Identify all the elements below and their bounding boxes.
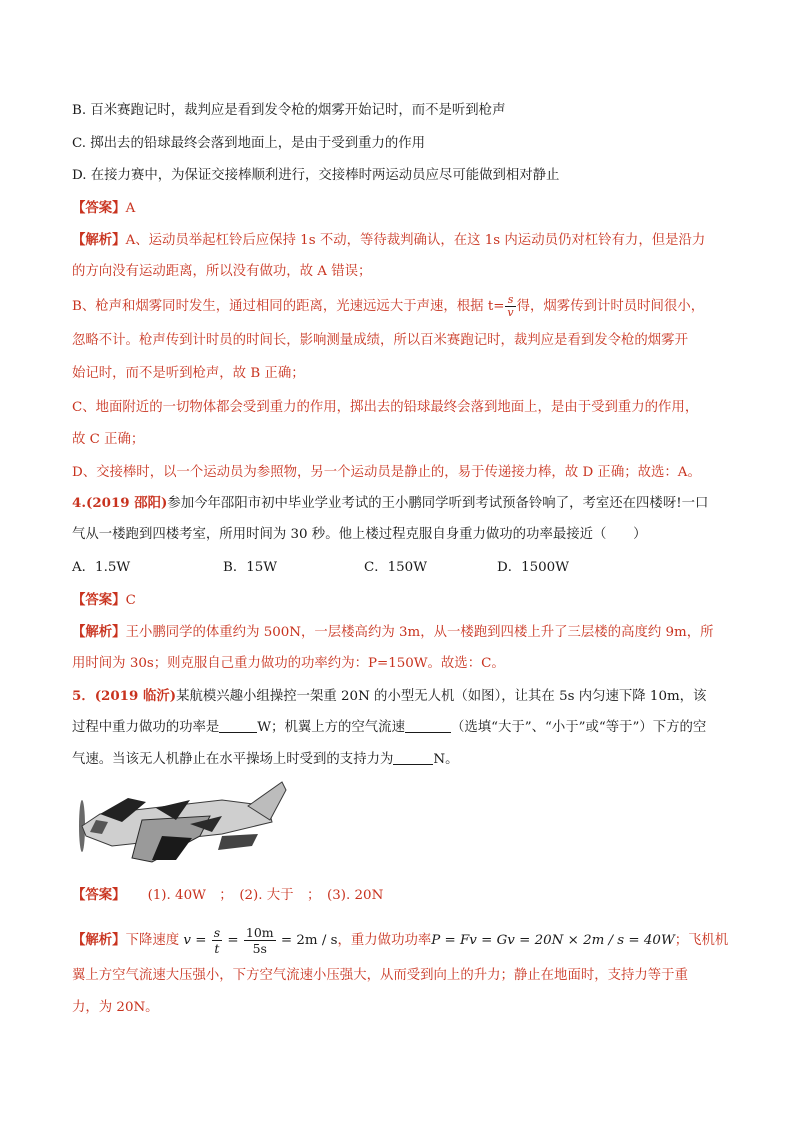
q5-analysis-line-1 (72, 925, 734, 956)
question-text: 参加今年邵阳市初中毕业学业考试的王小鹏同学听到考试预备铃响了，考室还在四楼呀!一口 (167, 496, 709, 511)
analysis-tag: 【解析】 (72, 232, 126, 248)
question-text: （选填“大于”、“小于”或“等于”）下方的空 (450, 720, 707, 735)
q5-analysis-line-2: 翼上方空气流速大压强小，下方空气流速小压强大，从而受到向上的升力；静止在地面时，支持力等于重 (72, 968, 688, 983)
q5-answer (72, 885, 734, 906)
q4-analysis-line-1 (72, 622, 734, 643)
option-b: B．15W (223, 560, 278, 575)
fraction-s-over-v (505, 294, 515, 319)
formula-power: P = Fv = Gv = 20N × 2m / s = 40W (431, 933, 675, 948)
fraction-denominator: t (214, 941, 220, 956)
q4-stem-line-1 (72, 493, 734, 514)
q3-analysis-line-2: 的方向没有运动距离，所以没有做功，故 A 错误； (72, 264, 372, 279)
q3-analysis-line-4: 忽略不计。枪声传到计时员的时间长，影响测量成绩，所以百米赛跑记时，裁判应是看到发令枪的烟雾开 (72, 333, 688, 348)
option-c: C．150W (364, 560, 427, 575)
fraction-10m-over-5s (244, 925, 276, 956)
q3-analysis-line-6: C、地面附近的一切物体都会受到重力的作用，掷出去的铅球最终会落到地面上，是由于受到重力的作用， (72, 400, 699, 415)
analysis-text: B、枪声和烟雾同时发生，通过相同的距离，光速远远大于声速，根据 t= (72, 299, 505, 314)
question-text: W；机翼上方的空气流速 (257, 720, 405, 735)
q3-answer (72, 198, 734, 219)
fraction-denominator: v (507, 306, 514, 319)
q4-answer (72, 590, 734, 611)
q3-analysis-line-1 (72, 230, 734, 251)
fraction-denominator: 5s (252, 941, 267, 956)
fill-blank-1[interactable] (219, 718, 257, 733)
answer-tag: 【答案】 (72, 592, 126, 608)
analysis-text: 王小鹏同学的体重约为 500N，一层楼高约为 3m，从一楼跑到四楼上升了三层楼的高度约 9m，所 (125, 625, 714, 640)
q3-analysis-line-8: D、交接棒时，以一个运动员为参照物，另一个运动员是静止的，易于传递接力棒，故 D 正确；故选：A。 (72, 465, 701, 480)
formula-equals: = (227, 933, 239, 948)
analysis-text: A、运动员举起杠铃后应保持 1s 不动，等待裁判确认，在这 1s 内运动员仍对杠铃有力，但是沿力 (125, 233, 706, 248)
question-source: 5．(2019 临沂) (72, 688, 177, 704)
answer-value: (1). 40W ； (2). 大于 ； (3). 20N (147, 888, 384, 903)
q5-analysis-line-3: 力，为 20N。 (72, 1000, 159, 1015)
fill-blank-3[interactable] (393, 750, 433, 765)
option-d: D．1500W (497, 560, 569, 575)
question-text: 某航模兴趣小组操控一架重 20N 的小型无人机（如图），让其在 5s 内匀速下降 10m，该 (176, 689, 707, 704)
q5-stem-line-2 (72, 718, 734, 738)
answer-tag: 【答案】 (72, 200, 126, 216)
fraction-numerator: s (505, 294, 515, 307)
q5-stem-line-3 (72, 750, 734, 770)
question-text: N。 (433, 752, 459, 767)
formula-result: = 2m / s (280, 933, 338, 948)
answer-value: A (125, 201, 136, 216)
option-b-line: B. 百米赛跑记时，裁判应是看到发令枪的烟雾开始记时，而不是听到枪声 (72, 103, 506, 118)
q3-analysis-line-7: 故 C 正确； (72, 432, 145, 447)
question-text: 气速。当该无人机静止在水平操场上时受到的支持力为 (72, 752, 394, 767)
question-text: 过程中重力做功的功率是 (72, 720, 220, 735)
q5-stem-line-1 (72, 686, 734, 707)
fraction-numerator: s (213, 925, 221, 940)
analysis-text: ，重力做功功率 (337, 933, 432, 948)
question-source: 4.(2019 邵阳) (72, 495, 168, 511)
q3-analysis-line-3 (72, 294, 734, 319)
option-a: A．1.5W (72, 560, 131, 575)
formula-velocity: v = (183, 933, 207, 948)
option-d-line: D. 在接力赛中，为保证交接棒顺利进行，交接棒时两运动员应尽可能做到相对静止 (72, 168, 560, 183)
fraction-numerator: 10m (245, 925, 274, 940)
q4-analysis-line-2: 用时间为 30s；则克服自己重力做功的功率约为：P=150W。故选：C。 (72, 656, 505, 671)
answer-tag: 【答案】 (72, 887, 126, 903)
q3-analysis-line-5: 始记时，而不是听到枪声，故 B 正确； (72, 366, 305, 381)
fill-blank-2[interactable] (405, 718, 451, 733)
analysis-tag: 【解析】 (72, 624, 126, 640)
drone-airplane-illustration (72, 776, 292, 866)
analysis-text: 得，烟雾传到计时员时间很小， (516, 299, 705, 314)
fraction-s-over-t (212, 925, 222, 956)
q4-stem-line-2: 气从一楼跑到四楼考室，所用时间为 30 秒。他上楼过程克服自身重力做功的功率最接近（ ） (72, 527, 647, 542)
analysis-tag: 【解析】 (72, 932, 126, 948)
q4-options (72, 558, 734, 578)
analysis-text: 下降速度 (125, 933, 180, 948)
answer-value: C (125, 593, 136, 608)
option-c-line: C. 掷出去的铅球最终会落到地面上，是由于受到重力的作用 (72, 136, 426, 151)
analysis-text: ；飞机机 (674, 933, 729, 948)
